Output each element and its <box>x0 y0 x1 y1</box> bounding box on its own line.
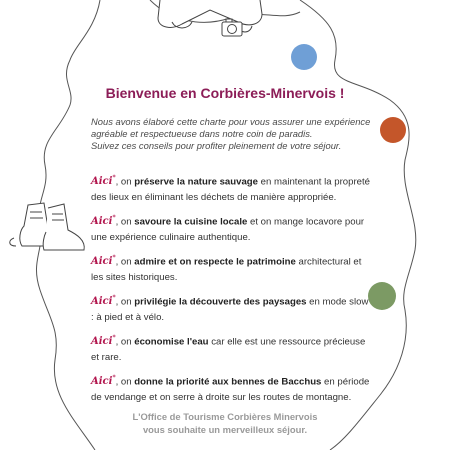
tip-paysages: Aici*, on privilégie la découverte des paysages en mode slow : à pied et à vélo. <box>91 295 369 323</box>
tip-nature: Aici*, on préserve la nature sauvage en maintenant la propreté des lieux en éliminant les déchets de manière appropriée. <box>91 175 371 203</box>
footer-line: vous souhaite un merveilleux séjour. <box>142 424 308 435</box>
aici-logo: Aici* <box>91 295 116 308</box>
green-circle <box>368 282 396 310</box>
intro-text <box>91 116 371 152</box>
hiking-boots-illustration <box>10 203 85 250</box>
camera-icon <box>222 19 242 36</box>
intro-line: Suivez ces conseils pour profiter pleinement de votre séjour. <box>91 140 342 151</box>
aici-logo: Aici* <box>91 175 116 188</box>
aici-logo: Aici* <box>91 335 116 348</box>
blue-circle <box>291 44 317 70</box>
aici-logo: Aici* <box>91 215 116 228</box>
tip-eau: Aici*, on économise l'eau car elle est une ressource précieuse et rare. <box>91 335 366 363</box>
intro-line: Nous avons élaboré cette charte pour vous assurer une expérience <box>91 116 371 127</box>
intro-line: agréable et respectueuse dans notre coin de paradis. <box>91 128 313 139</box>
tip-cuisine: Aici*, on savoure la cuisine locale et on mange locavore pour une expérience culinaire authentique. <box>91 215 365 243</box>
footer-message <box>0 410 450 436</box>
tip-patrimoine: Aici*, on admire et on respecte le patrimoine architectural et les sites historiques. <box>91 255 362 283</box>
hands-holding-map-illustration <box>158 0 262 32</box>
tip-bacchus: Aici*, on donne la priorité aux bennes de Bacchus en période de vendange et on serre à droite sur les routes de montagne. <box>91 375 370 403</box>
footer-line: L'Office de Tourisme Corbières Minervois <box>132 411 318 422</box>
page-title: Bienvenue en Corbières-Minervois ! <box>105 85 345 101</box>
aici-logo: Aici* <box>91 375 116 388</box>
aici-logo: Aici* <box>91 255 116 268</box>
orange-circle <box>380 117 406 143</box>
